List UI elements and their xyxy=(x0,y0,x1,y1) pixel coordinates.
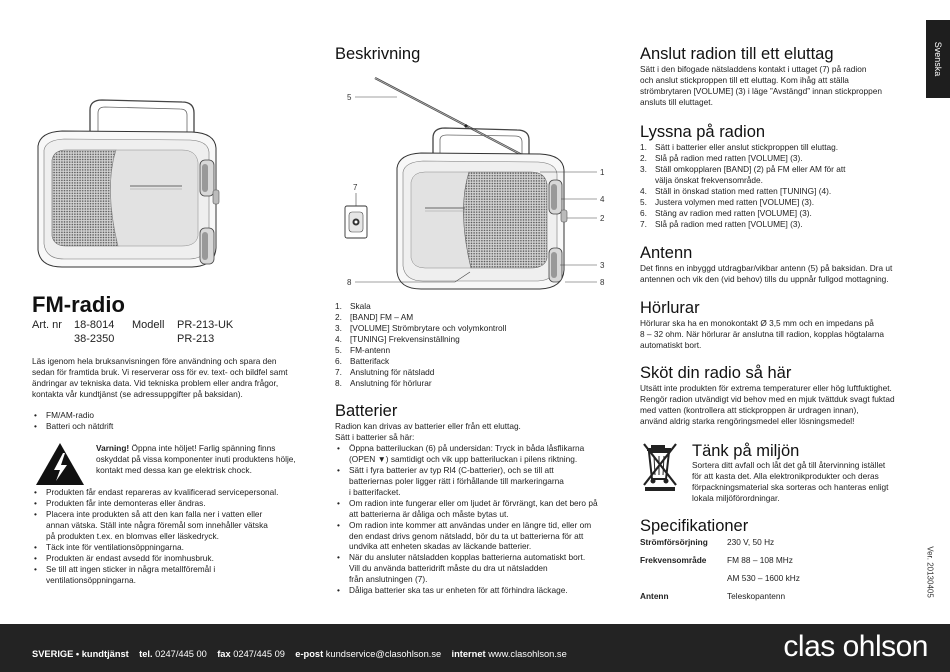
list-item: 6. Batterifack xyxy=(335,355,390,366)
environment-heading: Tänk på miljön xyxy=(692,442,800,460)
list-item: • Placera inte produkten så att den kan falla ner i vatten eller annan vätska. Ställ inte några föremål som innehåller vätska på produkten t.ex. en blomvas eller läskedryck. xyxy=(32,509,302,542)
website-link[interactable]: www.clasohlson.se xyxy=(488,649,567,659)
list-item: • När du ansluter nätsladden kopplas batterierna automatiskt bort. Vill du använda batteridrift måste du dra ut nätsladden från anslutningen (7). xyxy=(335,552,625,585)
email-link[interactable]: kundservice@clasohlson.se xyxy=(325,649,442,659)
table-row: Antenn Teleskopantenn xyxy=(640,590,786,601)
list-item: • Se till att ingen sticker in några metallföremål i ventilationsöppningarna. xyxy=(32,564,302,586)
list-item: • Dåliga batterier ska tas ur enheten för att förhindra läckage. xyxy=(335,585,625,596)
list-item: • Produkten får inte demonteras eller ändras. xyxy=(32,498,302,509)
batteries-intro: Radion kan drivas av batterier eller från ett eluttag. Sätt i batterier så här: xyxy=(335,421,521,442)
callout-number: 8 xyxy=(600,278,605,287)
callout-number: 8 xyxy=(347,278,352,287)
safety-list xyxy=(32,487,302,585)
version-label: Ver. 20130405 xyxy=(925,546,935,598)
list-item: • Batteri och nätdrift xyxy=(32,421,297,432)
care-text: Utsätt inte produkten för extrema temperaturer eller hög luftfuktighet. Rengör radion utvändigt vid behov med en mjuk tvättduk svagt fuktad med vatten (kontrollera att stickproppen är urdragen innan), använd aldrig starka rengöringsmedel eller lösningsmedel! xyxy=(640,383,895,426)
list-item: 7. Anslutning för nätsladd xyxy=(335,366,435,377)
callout-number: 3 xyxy=(600,261,605,270)
weee-bin-icon xyxy=(642,441,680,491)
callout-number: 4 xyxy=(600,195,605,204)
intro-text: Läs igenom hela bruksanvisningen före användning och spara den sedan för framtida bruk. Vi reserverar oss för ev. text- och bildfel samt ändringar av tekniska data. Vid tekniska problem eller andra frågor, kontakta vår kundtjänst (se adressuppgifter på baksidan). xyxy=(32,356,288,399)
list-item: • Öppna batteriluckan (6) på undersidan: Tryck in båda låsflikarna (OPEN ▼) samtidigt och vik upp batteriluckan i pilens riktning. xyxy=(335,443,625,465)
antenna-text: Det finns en inbyggd utdragbar/vikbar antenn (5) på baksidan. Dra ut antennen och vik den (vid behov) tills du uppnår fullgod mottagning. xyxy=(640,263,893,284)
list-item: 5. Justera volymen med ratten [VOLUME] (3). xyxy=(640,196,815,207)
list-item: • Produkten är endast avsedd för inomhusbruk. xyxy=(32,553,302,564)
batteries-list xyxy=(335,443,625,596)
list-item: • FM/AM-radio xyxy=(32,410,297,421)
callout-number: 7 xyxy=(353,183,358,192)
list-item: 2. [BAND] FM – AM xyxy=(335,311,414,322)
warning-text: Varning! Öppna inte höljet! Farlig spänning finns oskyddat på vissa komponenter inuti produktens hölje, kontakt med dessa kan ge elektrisk chock. xyxy=(96,443,296,475)
environment-text: Sortera ditt avfall och låt det gå till återvinning istället för att kasta det. Alla elektronikprodukter och deras förpackningsmaterial ska sorteras och hanteras enligt lokala miljöförordningar. xyxy=(692,460,889,503)
table-row: Strömförsörjning 230 V, 50 Hz xyxy=(640,537,775,547)
model-label: Modell xyxy=(132,319,165,331)
batteries-heading: Batterier xyxy=(335,402,398,420)
language-tab xyxy=(926,20,950,98)
list-item: 4. [TUNING] Frekvensinställning xyxy=(335,333,460,344)
model-2: PR-213 xyxy=(177,333,215,345)
parts-list xyxy=(335,301,620,389)
list-item: • Sätt i fyra batterier av typ Rl4 (C-batterier), och se till att batteriernas poler ligger rätt i förhållande till markeringarna i batterifacket. xyxy=(335,465,625,498)
radio-illustration-front xyxy=(32,88,232,278)
list-item: • Produkten får endast repareras av kvalificerad servicepersonal. xyxy=(32,487,302,498)
care-heading: Sköt din radio så här xyxy=(640,364,792,382)
specifications-heading: Specifikationer xyxy=(640,517,749,535)
outlet-text: Sätt i den bifogade nätsladdens kontakt i uttaget (7) på radion och anslut stickproppen till ett eluttag. Kom ihåg att ställa strömbrytaren [VOLUME] (3) i läge ”Avstängd” innan stickproppen ansluts till eluttaget. xyxy=(640,64,882,107)
list-item: 8. Anslutning för hörlurar xyxy=(335,377,432,388)
art-label: Art. nr xyxy=(32,319,62,331)
list-item: 3. Ställ omkopplaren [BAND] (2) på FM eller AM för att välja önskat frekvensområde. xyxy=(640,163,846,185)
table-row: Frekvensområde FM 88 – 108 MHz xyxy=(640,554,793,565)
high-voltage-warning-icon xyxy=(34,441,86,487)
feature-list xyxy=(32,410,297,432)
brand-logo: clas ohlson xyxy=(783,630,928,663)
description-heading: Beskrivning xyxy=(335,45,421,63)
list-item: 1. Sätt i batterier eller anslut stickproppen till eluttag. xyxy=(640,142,839,152)
list-item: 4. Ställ in önskad station med ratten [TUNING] (4). xyxy=(640,185,832,196)
art-number-1: 18-8014 xyxy=(74,319,115,331)
list-item: 1. Skala xyxy=(335,301,371,311)
headphones-heading: Hörlurar xyxy=(640,299,700,317)
page-title: FM-radio xyxy=(32,292,125,317)
listen-steps xyxy=(640,142,915,230)
art-number-2: 38-2350 xyxy=(74,333,115,345)
model-1: PR-213-UK xyxy=(177,319,234,331)
list-item: • Om radion inte kommer att användas under en längre tid, eller om den endast drivs genom nätsladd, bör du ta ut batterierna för att undvika att enheten skadas av läckande batterier. xyxy=(335,520,625,553)
antenna-heading: Antenn xyxy=(640,244,693,262)
list-item: 5. FM-antenn xyxy=(335,344,391,355)
phone-number: 0247/445 00 xyxy=(155,649,207,659)
specifications-table xyxy=(640,537,800,609)
outlet-heading: Anslut radion till ett eluttag xyxy=(640,45,834,63)
list-item: 7. Slå på radion med ratten [VOLUME] (3). xyxy=(640,218,803,229)
listen-heading: Lyssna på radion xyxy=(640,123,766,141)
radio-diagram-numbered xyxy=(335,60,620,296)
fax-number: 0247/445 09 xyxy=(233,649,285,659)
callout-number: 2 xyxy=(600,214,605,223)
contact-line: SVERIGE • kundtjänst tel. 0247/445 00 fax 0247/445 09 e-post kundservice@clasohlson.se internet www.clasohlson.se xyxy=(32,649,567,659)
list-item: 3. [VOLUME] Strömbrytare och volymkontroll xyxy=(335,322,507,333)
headphones-text: Hörlurar ska ha en monokontakt Ø 3,5 mm och en impedans på 8 – 32 ohm. När hörlurar är anslutna till radion, kopplas högtalarna automatiskt bort. xyxy=(640,318,884,350)
footer xyxy=(0,624,950,672)
list-item: • Om radion inte fungerar eller om ljudet är förvrängt, kan det bero på att batterierna är dåliga och måste bytas ut. xyxy=(335,498,625,520)
list-item: 6. Stäng av radion med ratten [VOLUME] (3). xyxy=(640,207,812,218)
list-item: 2. Slå på radion med ratten [VOLUME] (3). xyxy=(640,152,803,163)
list-item: • Täck inte för ventilationsöppningarna. xyxy=(32,542,302,553)
language-label: Svenska xyxy=(933,41,943,77)
table-row: AM 530 – 1600 kHz xyxy=(727,572,800,583)
callout-number: 5 xyxy=(347,93,352,102)
callout-number: 1 xyxy=(600,168,605,177)
